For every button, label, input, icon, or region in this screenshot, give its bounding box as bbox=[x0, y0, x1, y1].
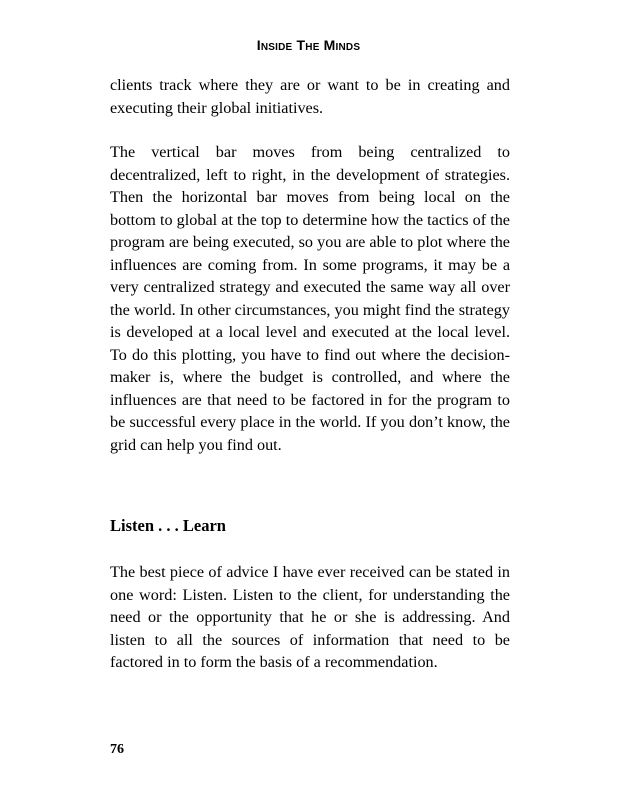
section-heading: Listen . . . Learn bbox=[110, 516, 226, 535]
paragraph-grid-explanation: The vertical bar moves from being centralized to decentralized, left to right, in the development of strategies. Then the horizontal bar moves from being local on the bottom to global at the top to determine how the tactics of the program are being executed, so you are able to plot where the influences are coming from. In some programs, it may be a very centralized strategy and executed the same way all over the world. In other circumstances, you might find the strategy is developed at a local level and executed at the local level. To do this plotting, you have to find out where the decision-maker is, where the budget is controlled, and where the influences are that need to be factored in for the program to be successful every place in the world. If you don’t know, the grid can help you find out. bbox=[110, 143, 510, 454]
paragraph-continuation: clients track where they are or want to be in creating and executing their global initiatives. bbox=[110, 76, 510, 117]
page-number: 76 bbox=[110, 742, 124, 757]
running-header: Inside The Minds bbox=[256, 37, 361, 53]
paragraph-listen-advice: The best piece of advice I have ever received can be stated in one word: Listen. Listen to the client, for understanding the need or the opportunity that he or she is addressing. And listen to all the sources of information that need to be factored in to form the basis of a recommendation. bbox=[110, 563, 510, 671]
